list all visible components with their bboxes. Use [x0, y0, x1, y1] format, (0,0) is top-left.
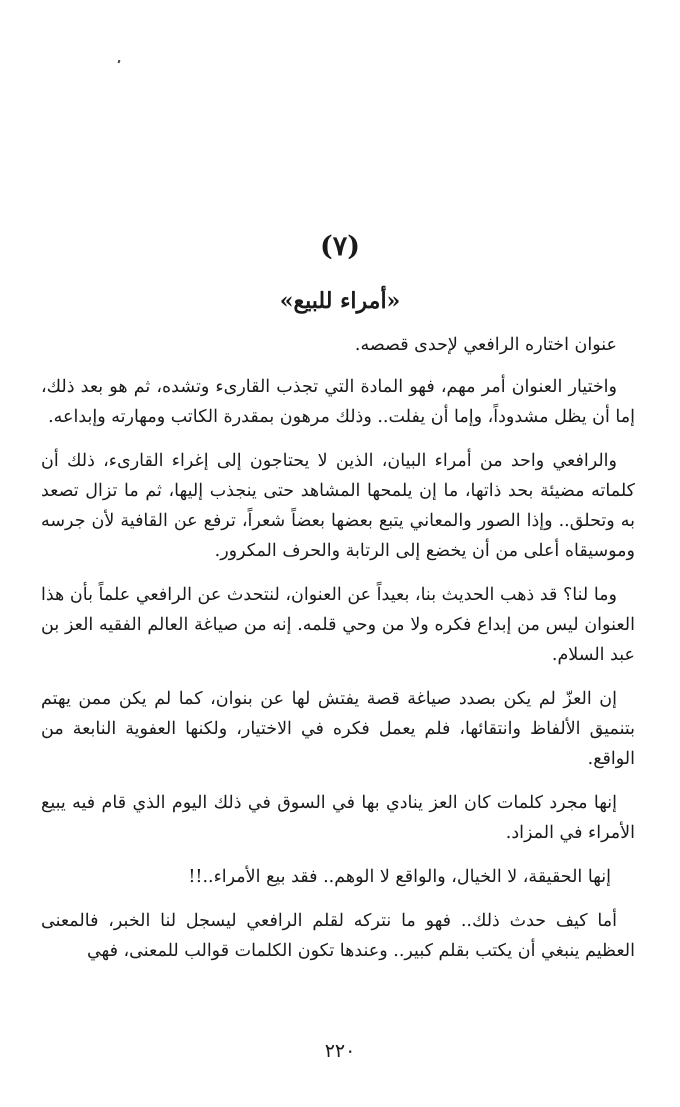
paragraph-title-importance: واختيار العنوان أمر مهم، فهو المادة التي تجذب القارىء وتشده، ثم هو بعد ذلك، إما أن يظل مشدوداً، وإما أن يفلت.. وذلك مرهون بمقدرة الكاتب ومهارته وإبداعه. [41, 377, 635, 427]
paragraph-rafii-eloquence: والرافعي واحد من أمراء البيان، الذين لا يحتاجون إلى إغراء القارىء، ذلك أن كلماته مضيئة بحد ذاتها، ما إن يلمحها المشاهد حتى ينجذب إليها، ثم ما تزال تصعد به وتحلق.. وإذا الصور والمعاني يتبع بعضها بعضاً شعراً، ترفع عن القافية لأن جرسه وموسيقاه أعلى من أن يخضع إلى الرتابة والحرف المكرور. [41, 451, 635, 561]
paragraph-market-call: إنها مجرد كلمات كان العز ينادي بها في السوق في ذلك اليوم الذي قام فيه يبيع الأمراء في المزاد. [41, 793, 635, 843]
paragraph-reality: إنها الحقيقة، لا الخيال، والواقع لا الوهم.. فقد بيع الأمراء..!! [188, 867, 611, 887]
paragraph-title-origin: وما لنا؟ قد ذهب الحديث بنا، بعيداً عن العنوان، لنتحدث عن الرافعي علماً بأن هذا العنوان ليس من إبداع فكره ولا من وحي قلمه. إنه من صياغة العالم الفقيه العز بن عبد السلام. [41, 585, 635, 665]
chapter-title: «أمراء للبيع» [279, 288, 401, 314]
page-number: ٢٢٠ [324, 1040, 356, 1062]
chapter-number: (٧) [319, 231, 361, 262]
body-text [41, 330, 635, 980]
paragraph-intro: عنوان اختاره الرافعي لإحدى قصصه. [354, 335, 617, 355]
paragraph-how-it-happened: أما كيف حدث ذلك.. فهو ما نتركه لقلم الرافعي ليسجل لنا الخبر، فالمعنى العظيم ينبغي أن يكتب بقلم كبير.. وعندها تكون الكلمات قوالب للمعنى، فهي [41, 911, 635, 961]
paragraph-izz-spontaneity: إن العزّ لم يكن بصدد صياغة قصة يفتش لها عن بنوان، كما لم يكن ممن يهتم بتنميق الألفاظ وانتقائها، فلم يعمل فكره في الاختيار، ولكنها العفوية النابعة من الواقع. [41, 689, 635, 769]
